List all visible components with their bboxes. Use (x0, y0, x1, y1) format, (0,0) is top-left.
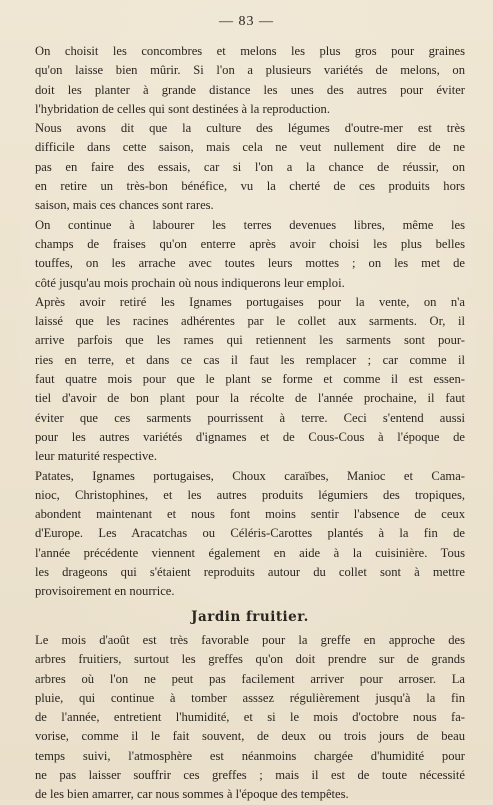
text-line: côté jusqu'au mois prochain où nous indiquerons leur emploi. (35, 275, 345, 290)
paragraph (35, 293, 465, 467)
text-line: arrive parfois que les rames qui retiennent les sarments sont pour- (35, 333, 465, 348)
text-line: ne pas laisser souffrir ces greffes ; mais il est de toute nécessité (35, 767, 465, 782)
text-line: champs de fraises qu'on enterre après avoir choisi les plus belles (35, 236, 465, 251)
paragraphs-container (35, 42, 465, 602)
text-line: qu'on laisse bien mûrir. Si l'on a plusieurs variétés de melons, on (35, 63, 465, 78)
text-line: faut quatre mois pour que le plant se forme et comme il est essen- (35, 372, 465, 387)
text-line: ries en terre, et dans ce cas il faut les remplacer ; car comme il (35, 352, 465, 367)
paragraph (35, 42, 465, 119)
text-line: pour les autres variétés d'ignames et de Cous-Cous à l'époque de (35, 429, 465, 444)
text-line: les drageons qui s'étaient reproduits autour du collet sont à mettre (35, 565, 465, 580)
text-line: laissé que les racines adhérentes par le collet aux sarments. Or, il (35, 314, 465, 329)
text-line: éviter que ces sarments pourrissent à terre. Ceci s'entend aussi (35, 410, 465, 425)
section-title: Jardin fruitier. (191, 608, 309, 625)
paragraph (35, 216, 465, 293)
text-line: Le mois d'août est très favorable pour la greffe en approche des (35, 632, 465, 647)
paragraph (35, 467, 465, 602)
text-line: vorise, comme il le fait souvent, de deux ou trois jours de beau (35, 729, 465, 744)
text-line: l'année précédente viennent également en aide à la cuisinière. Tous (35, 545, 465, 560)
text-line: Nous avons dit que la culture des légumes d'outre-mer est très (35, 121, 465, 136)
text-line: saison, mais ces chances sont rares. (35, 198, 214, 213)
page-body (35, 42, 465, 805)
text-line: On continue à labourer les terres devenues libres, même les (35, 217, 465, 232)
text-line: On choisit les concombres et melons les plus gros pour graines (35, 44, 465, 58)
section-paragraphs-container (35, 631, 465, 805)
text-line: Patates, Ignames portugaises, Choux caraïbes, Manioc et Cama- (35, 468, 465, 483)
text-line: difficile dans cette saison, mais cela ne veut nullement dire de ne (35, 140, 465, 155)
text-line: l'hybridation de celles qui sont destinées à la reproduction. (35, 101, 330, 116)
text-line: en retire un très-bon bénéfice, vu la cherté de ces produits hors (35, 179, 465, 194)
text-line: Après avoir retiré les Ignames portugaises pour la vente, on n'a (35, 294, 465, 309)
text-line: leur maturité respective. (35, 449, 158, 464)
text-line: d'Europe. Les Aracatchas ou Céléris-Carottes plantés à la fin de (35, 526, 465, 541)
text-line: de l'année, entretient l'humidité, et si le mois d'octobre nous fa- (35, 710, 465, 725)
text-line: arbres fruitiers, surtout les greffes qu'on doit prendre sur de grands (35, 652, 465, 667)
text-line: temps suivi, l'atmosphère est néanmoins chargée d'humidité pour (35, 748, 465, 763)
text-line: tiel d'avoir de bon plant pour la récolte de l'année prochaine, il faut (35, 391, 465, 406)
text-line: arbres où l'on ne peut pas facilement arriver pour arroser. La (35, 671, 465, 686)
text-line: provisoirement en nourrice. (35, 584, 175, 599)
text-line: doit les planter à grande distance les unes des autres pour éviter (35, 82, 465, 97)
text-line: touffes, on les arrache avec toutes leurs mottes ; on les met de (35, 256, 465, 271)
text-line: de les bien amarrer, car nous sommes à l'époque des tempêtes. (35, 787, 349, 802)
paragraph (35, 119, 465, 215)
paragraph (35, 631, 465, 805)
page-number: — 83 — (219, 14, 274, 29)
text-line: abondent maintenant et nous font moins sentir l'absence de ceux (35, 507, 465, 522)
text-line: pas en faire des essais, car si l'on a la chance de réussir, on (35, 159, 465, 174)
text-line: pluie, qui continue à tomber asssez régulièrement jusqu'à la fin (35, 690, 465, 705)
text-line: nioc, Christophines, et les autres produits légumiers des tropiques, (35, 487, 465, 502)
